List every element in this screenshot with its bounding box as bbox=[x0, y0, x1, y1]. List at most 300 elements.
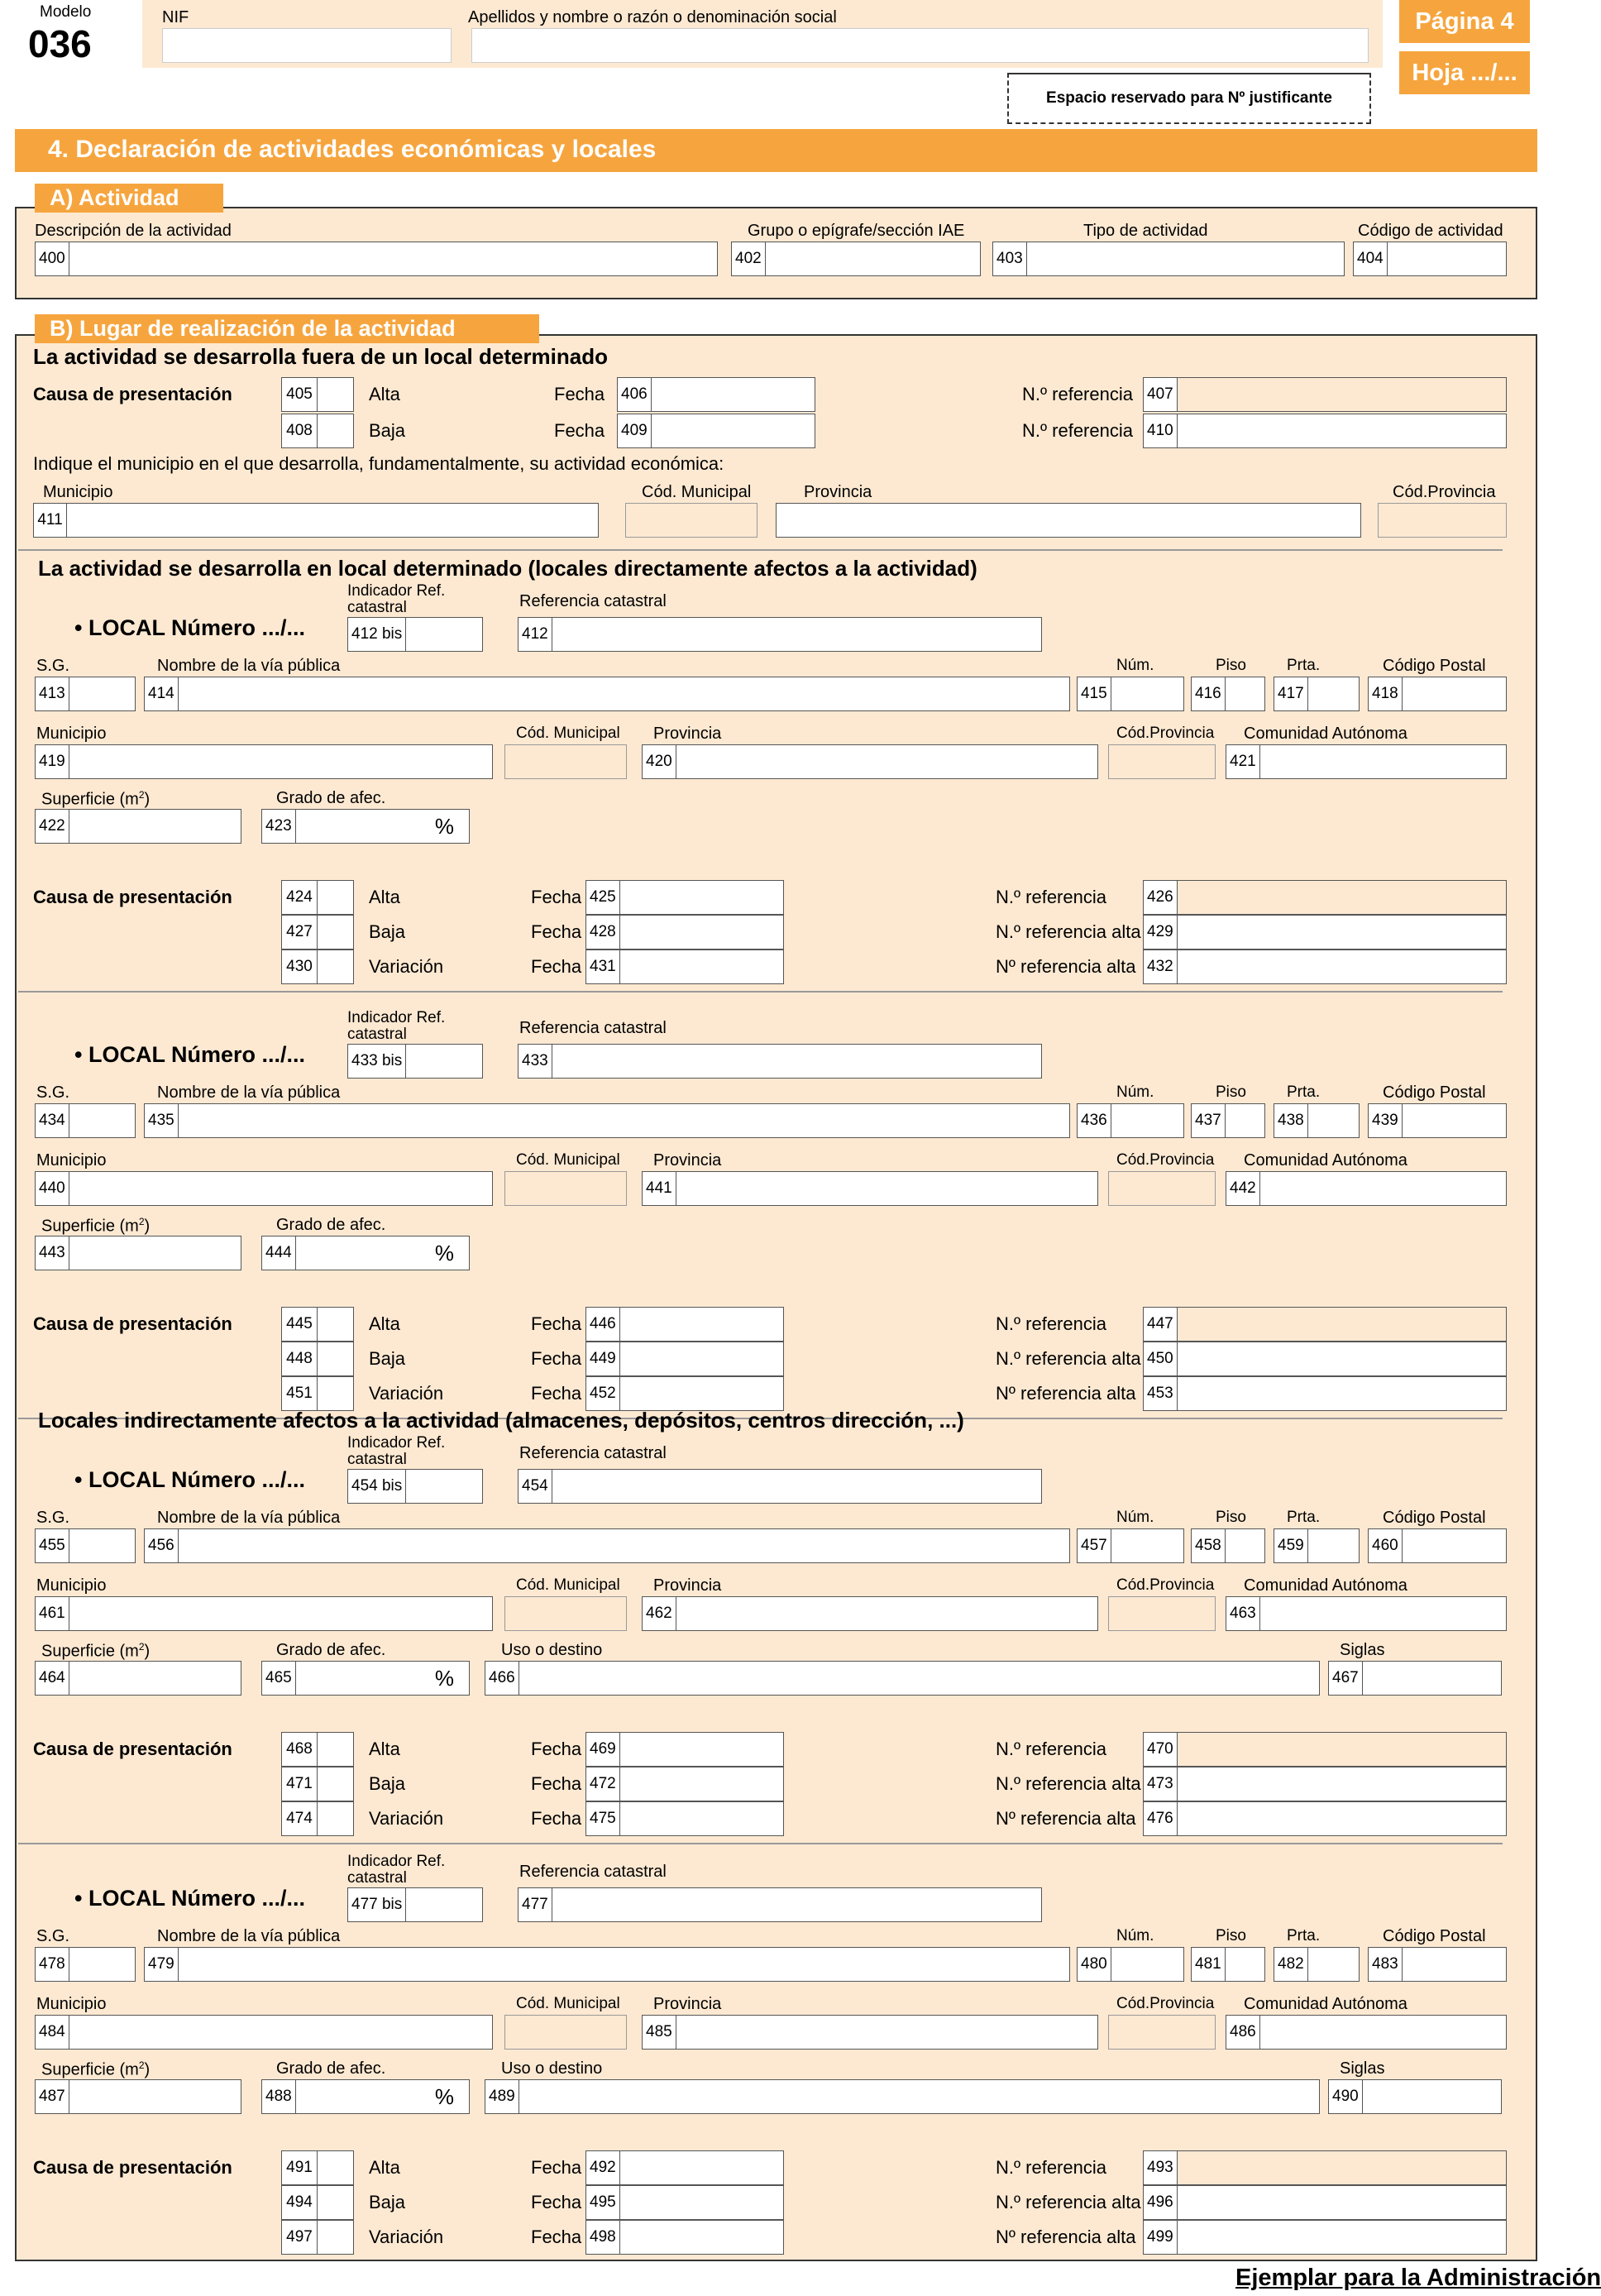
field-420[interactable] bbox=[642, 744, 1098, 779]
check-491[interactable] bbox=[281, 2150, 354, 2185]
field-number: 494 bbox=[281, 2185, 318, 2220]
field-number: 479 bbox=[145, 1948, 179, 1981]
shaded-field[interactable] bbox=[1108, 744, 1216, 779]
field-442[interactable] bbox=[1226, 1171, 1507, 1206]
field-number: 461 bbox=[36, 1597, 69, 1630]
field-479[interactable] bbox=[144, 1947, 1070, 1982]
field-value bbox=[620, 1342, 783, 1375]
field-438[interactable] bbox=[1274, 1103, 1360, 1138]
field-463[interactable] bbox=[1226, 1596, 1507, 1631]
form-label: Municipio bbox=[36, 1151, 107, 1170]
field-value bbox=[406, 1470, 482, 1503]
field-value bbox=[620, 2221, 783, 2254]
indique-text: Indique el municipio en el que desarrolla, fundamentalmente, su actividad económica: bbox=[33, 453, 724, 474]
field-value bbox=[1260, 1172, 1506, 1205]
check-468[interactable] bbox=[281, 1732, 354, 1767]
form-label: • LOCAL Número .../... bbox=[74, 1042, 305, 1067]
section-b-tab: B) Lugar de realización de la actividad bbox=[35, 314, 539, 343]
field-number: 466 bbox=[485, 1662, 519, 1695]
field-457[interactable] bbox=[1077, 1528, 1184, 1563]
field-423[interactable] bbox=[261, 809, 470, 844]
field-486[interactable] bbox=[1226, 2015, 1507, 2050]
field-number: 472 bbox=[586, 1767, 620, 1801]
fecha-label: Fecha bbox=[554, 420, 605, 441]
field-number: 434 bbox=[36, 1104, 69, 1137]
form-label: Comunidad Autónoma bbox=[1244, 1576, 1407, 1595]
field-469[interactable] bbox=[585, 1732, 784, 1767]
field-437[interactable] bbox=[1191, 1103, 1265, 1138]
form-label: N.º referencia alta bbox=[996, 1773, 1141, 1794]
field-value: % bbox=[434, 813, 454, 839]
field-407[interactable]: 407 bbox=[1143, 377, 1507, 412]
field-value bbox=[1308, 677, 1359, 710]
field-value bbox=[69, 1948, 135, 1981]
form-label: Fecha bbox=[531, 1348, 582, 1369]
check-497[interactable] bbox=[281, 2220, 354, 2255]
field-404[interactable]: 404 bbox=[1353, 242, 1507, 276]
field-value bbox=[1178, 2186, 1506, 2219]
field-495[interactable] bbox=[585, 2185, 784, 2220]
checkbox-square[interactable] bbox=[318, 1342, 354, 1376]
form-label: Código Postal bbox=[1383, 1083, 1486, 1102]
form-label: Cód.Provincia bbox=[1116, 1995, 1215, 2012]
form-label: • LOCAL Número .../... bbox=[74, 1886, 305, 1911]
field-value bbox=[1226, 1104, 1264, 1137]
hoja-badge: Hoja .../... bbox=[1399, 51, 1530, 94]
field-value bbox=[179, 1529, 1069, 1562]
field-number: 415 bbox=[1078, 677, 1111, 710]
field-number: 498 bbox=[586, 2221, 620, 2254]
field-number: 436 bbox=[1078, 1104, 1111, 1137]
form-label: N.º referencia bbox=[996, 1739, 1106, 1759]
field-number: 459 bbox=[1274, 1529, 1308, 1562]
shaded-field[interactable] bbox=[504, 1596, 627, 1631]
field-436[interactable] bbox=[1077, 1103, 1184, 1138]
field-473[interactable] bbox=[1143, 1767, 1507, 1801]
form-label: Baja bbox=[369, 1348, 406, 1369]
field-number: 457 bbox=[1078, 1529, 1111, 1562]
form-label: Piso bbox=[1216, 1927, 1246, 1944]
field-number: 450 bbox=[1144, 1342, 1178, 1375]
field-number: 449 bbox=[586, 1342, 620, 1375]
field-403[interactable]: 403 bbox=[992, 242, 1345, 276]
field-472[interactable] bbox=[585, 1767, 784, 1801]
field-value bbox=[1308, 1104, 1359, 1137]
form-label: Nombre de la vía pública bbox=[157, 1083, 341, 1102]
checkbox-square[interactable] bbox=[318, 2150, 354, 2185]
field-412[interactable] bbox=[518, 617, 1042, 652]
section-a-tab: A) Actividad bbox=[35, 184, 223, 213]
field-number: 478 bbox=[36, 1948, 69, 1981]
field-value bbox=[1111, 1529, 1183, 1562]
field-422[interactable] bbox=[35, 809, 241, 844]
form-label: Nº referencia alta bbox=[996, 1808, 1136, 1829]
codigo-label: Código de actividad bbox=[1358, 222, 1503, 240]
causa-label: Causa de presentación bbox=[33, 384, 232, 404]
field-480[interactable] bbox=[1077, 1947, 1184, 1982]
field-411[interactable]: 411 bbox=[33, 503, 599, 538]
field-number: 484 bbox=[36, 2016, 69, 2049]
shaded-field[interactable] bbox=[504, 744, 627, 779]
checkbox-square[interactable] bbox=[318, 949, 354, 984]
field-489[interactable] bbox=[485, 2079, 1320, 2114]
field-value bbox=[69, 1529, 135, 1562]
form-label: Provincia bbox=[653, 1995, 722, 2013]
field-402[interactable]: 402 bbox=[731, 242, 981, 276]
field-481[interactable] bbox=[1191, 1947, 1265, 1982]
check-408[interactable]: 408 bbox=[281, 414, 354, 448]
nref-label: N.º referencia bbox=[1022, 420, 1133, 441]
checkbox-square[interactable] bbox=[318, 2185, 354, 2220]
field-409[interactable]: 409 bbox=[617, 414, 815, 448]
field-number: 497 bbox=[281, 2220, 318, 2255]
form-label: Fecha bbox=[531, 1313, 582, 1334]
field-value bbox=[620, 1733, 783, 1766]
provincia-field[interactable] bbox=[776, 503, 1361, 538]
form-label: Grado de afec. bbox=[276, 1641, 386, 1659]
form-label: Fecha bbox=[531, 2227, 582, 2247]
field-428[interactable] bbox=[585, 915, 784, 949]
field-446[interactable] bbox=[585, 1307, 784, 1342]
field-value bbox=[1403, 1104, 1506, 1137]
field-412 bis[interactable] bbox=[347, 617, 483, 652]
field-431[interactable] bbox=[585, 949, 784, 984]
field-475[interactable] bbox=[585, 1801, 784, 1836]
field-454 bis[interactable] bbox=[347, 1469, 483, 1504]
field-440[interactable] bbox=[35, 1171, 493, 1206]
form-label: • LOCAL Número .../... bbox=[74, 1467, 305, 1492]
field-434[interactable] bbox=[35, 1103, 136, 1138]
checkbox-square[interactable] bbox=[318, 1732, 354, 1767]
field-number: 462 bbox=[643, 1597, 676, 1630]
field-value bbox=[179, 1948, 1069, 1981]
field-value bbox=[620, 950, 783, 983]
shaded-field[interactable] bbox=[504, 1171, 627, 1206]
form-label: S.G. bbox=[36, 1083, 70, 1102]
field-414[interactable] bbox=[144, 677, 1070, 711]
field-462[interactable] bbox=[642, 1596, 1098, 1631]
field-466[interactable] bbox=[485, 1661, 1320, 1696]
field-453[interactable] bbox=[1143, 1376, 1507, 1411]
modelo-number: 036 bbox=[28, 22, 92, 65]
field-number: 454 bis bbox=[348, 1470, 406, 1503]
form-label: Cód.Provincia bbox=[1116, 1576, 1215, 1594]
field-value bbox=[1178, 2151, 1506, 2184]
field-number: 455 bbox=[36, 1529, 69, 1562]
field-478[interactable] bbox=[35, 1947, 136, 1982]
field-number: 424 bbox=[281, 880, 318, 915]
form-label: N.º referencia alta bbox=[996, 1348, 1141, 1369]
field-426[interactable] bbox=[1143, 880, 1507, 915]
field-number: 465 bbox=[262, 1662, 296, 1695]
form-label: Fecha bbox=[531, 2192, 582, 2212]
field-number: 471 bbox=[281, 1767, 318, 1801]
field-number: 486 bbox=[1226, 2016, 1260, 2049]
nif-field[interactable] bbox=[162, 28, 452, 63]
field-417[interactable] bbox=[1274, 677, 1360, 711]
field-439[interactable] bbox=[1368, 1103, 1507, 1138]
form-label: Superficie $(m^2)$ bbox=[41, 2059, 151, 2079]
form-label: Cód. Municipal bbox=[516, 725, 620, 742]
field-value bbox=[676, 1597, 1097, 1630]
field-value bbox=[1260, 745, 1506, 778]
field-number: 476 bbox=[1144, 1802, 1178, 1835]
field-482[interactable] bbox=[1274, 1947, 1360, 1982]
field-number: 433 bbox=[519, 1045, 552, 1078]
checkbox-square[interactable] bbox=[318, 1801, 354, 1836]
field-value bbox=[676, 2016, 1097, 2049]
form-label: Prta. bbox=[1287, 657, 1321, 674]
field-458[interactable] bbox=[1191, 1528, 1265, 1563]
field-413[interactable] bbox=[35, 677, 136, 711]
field-467[interactable] bbox=[1328, 1661, 1502, 1696]
section4-title: 4. Declaración de actividades económicas y locales bbox=[15, 129, 1537, 172]
field-number: 452 bbox=[586, 1377, 620, 1410]
field-number: 421 bbox=[1226, 745, 1260, 778]
field-450[interactable] bbox=[1143, 1342, 1507, 1376]
form-label: Provincia bbox=[653, 1576, 722, 1595]
field-number: 475 bbox=[586, 1802, 620, 1835]
form-label: Grado de afec. bbox=[276, 1216, 386, 1234]
field-value bbox=[1363, 1662, 1501, 1695]
form-label: catastral bbox=[347, 1026, 407, 1043]
field-number: 474 bbox=[281, 1801, 318, 1836]
check-430[interactable] bbox=[281, 949, 354, 984]
field-425[interactable] bbox=[585, 880, 784, 915]
field-410[interactable]: 410 bbox=[1143, 414, 1507, 448]
field-456[interactable] bbox=[144, 1528, 1070, 1563]
form-label: • LOCAL Número .../... bbox=[74, 615, 305, 640]
modelo-label: Modelo bbox=[40, 3, 92, 21]
field-number: 493 bbox=[1144, 2151, 1178, 2184]
field-477 bis[interactable] bbox=[347, 1887, 483, 1922]
field-433[interactable] bbox=[518, 1044, 1042, 1079]
field-460[interactable] bbox=[1368, 1528, 1507, 1563]
field-value bbox=[1111, 1948, 1183, 1981]
check-448[interactable] bbox=[281, 1342, 354, 1376]
divider bbox=[18, 1843, 1503, 1844]
field-value bbox=[69, 745, 492, 778]
field-490[interactable] bbox=[1328, 2079, 1502, 2114]
field-499[interactable] bbox=[1143, 2220, 1507, 2255]
form-label: Grado de afec. bbox=[276, 789, 386, 807]
form-label: Baja bbox=[369, 2192, 406, 2212]
field-465[interactable] bbox=[261, 1661, 470, 1696]
field-value bbox=[1260, 1597, 1506, 1630]
field-419[interactable] bbox=[35, 744, 493, 779]
field-value bbox=[1111, 1104, 1183, 1137]
alta-label: Alta bbox=[369, 384, 400, 404]
check-424[interactable] bbox=[281, 880, 354, 915]
tipo-label: Tipo de actividad bbox=[1083, 222, 1208, 240]
field-406[interactable]: 406 bbox=[617, 377, 815, 412]
field-421[interactable] bbox=[1226, 744, 1507, 779]
form-label: Prta. bbox=[1287, 1083, 1321, 1101]
field-number: 481 bbox=[1192, 1948, 1226, 1981]
check-451[interactable] bbox=[281, 1376, 354, 1411]
field-477[interactable] bbox=[518, 1887, 1042, 1922]
field-459[interactable] bbox=[1274, 1528, 1360, 1563]
field-455[interactable] bbox=[35, 1528, 136, 1563]
field-number: 491 bbox=[281, 2150, 318, 2185]
form-label: Grado de afec. bbox=[276, 2059, 386, 2078]
field-441[interactable] bbox=[642, 1171, 1098, 1206]
field-value bbox=[1178, 950, 1506, 983]
field-415[interactable] bbox=[1077, 677, 1184, 711]
field-487[interactable] bbox=[35, 2079, 241, 2114]
field-value bbox=[69, 677, 135, 710]
field-number: 444 bbox=[262, 1236, 296, 1270]
field-447[interactable] bbox=[1143, 1307, 1507, 1342]
grupo-label: Grupo o epígrafe/sección IAE bbox=[748, 222, 965, 240]
field-492[interactable] bbox=[585, 2150, 784, 2185]
checkbox-square[interactable] bbox=[318, 1376, 354, 1411]
form-label: Alta bbox=[369, 887, 400, 907]
shaded-field[interactable] bbox=[1108, 1171, 1216, 1206]
field-493[interactable] bbox=[1143, 2150, 1507, 2185]
field-488[interactable] bbox=[261, 2079, 470, 2114]
field-number: 489 bbox=[485, 2080, 519, 2113]
divider bbox=[18, 549, 1503, 551]
field-number: 490 bbox=[1329, 2080, 1363, 2113]
checkbox-square[interactable] bbox=[318, 915, 354, 949]
field-464[interactable] bbox=[35, 1661, 241, 1696]
form-label: Piso bbox=[1216, 657, 1246, 674]
field-value bbox=[69, 1662, 241, 1695]
field-418[interactable] bbox=[1368, 677, 1507, 711]
form-label: Indicador Ref. bbox=[347, 1853, 446, 1870]
field-452[interactable] bbox=[585, 1376, 784, 1411]
form-label: catastral bbox=[347, 1451, 407, 1468]
field-461[interactable] bbox=[35, 1596, 493, 1631]
field-value bbox=[620, 1767, 783, 1801]
field-value bbox=[552, 618, 1041, 651]
field-number: 441 bbox=[643, 1172, 676, 1205]
field-416[interactable] bbox=[1191, 677, 1265, 711]
form-label: Referencia catastral bbox=[519, 1019, 667, 1037]
form-label: Alta bbox=[369, 1313, 400, 1334]
field-485[interactable] bbox=[642, 2015, 1098, 2050]
field-value bbox=[179, 1104, 1069, 1137]
field-number: 460 bbox=[1369, 1529, 1403, 1562]
field-484[interactable] bbox=[35, 2015, 493, 2050]
field-number: 492 bbox=[586, 2151, 620, 2184]
field-number: 480 bbox=[1078, 1948, 1111, 1981]
form-label: Siglas bbox=[1340, 1641, 1385, 1659]
field-value bbox=[552, 1470, 1041, 1503]
field-value bbox=[620, 1308, 783, 1341]
form-label: Referencia catastral bbox=[519, 1863, 667, 1881]
field-value: % bbox=[434, 1665, 454, 1691]
form-label: Baja bbox=[369, 921, 406, 942]
form-label: Nº referencia alta bbox=[996, 1383, 1136, 1404]
field-number: 417 bbox=[1274, 677, 1308, 710]
field-496[interactable] bbox=[1143, 2185, 1507, 2220]
field-498[interactable] bbox=[585, 2220, 784, 2255]
cod-provincia-field[interactable] bbox=[1378, 503, 1507, 538]
field-number: 499 bbox=[1144, 2221, 1178, 2254]
fuera-local-heading: La actividad se desarrolla fuera de un local determinado bbox=[33, 344, 609, 369]
form-label: Variación bbox=[369, 956, 444, 977]
form-label: Municipio bbox=[36, 1576, 107, 1595]
checkbox-square[interactable] bbox=[318, 1767, 354, 1801]
municipio-label: Municipio bbox=[43, 483, 113, 501]
field-value bbox=[1178, 1767, 1506, 1801]
field-value: % bbox=[434, 1240, 454, 1265]
field-number: 443 bbox=[36, 1236, 69, 1270]
form-label: Locales indirectamente afectos a la actividad (almacenes, depósitos, centros dirección, ...) bbox=[38, 1408, 964, 1433]
form-label: S.G. bbox=[36, 1509, 70, 1527]
shaded-field[interactable] bbox=[1108, 1596, 1216, 1631]
check-494[interactable] bbox=[281, 2185, 354, 2220]
form-label: Núm. bbox=[1116, 1927, 1154, 1944]
field-number: 413 bbox=[36, 677, 69, 710]
field-number: 456 bbox=[145, 1529, 179, 1562]
field-value bbox=[1403, 1948, 1506, 1981]
form-label: Nombre de la vía pública bbox=[157, 657, 341, 675]
field-433 bis[interactable] bbox=[347, 1044, 483, 1079]
form-label: catastral bbox=[347, 1869, 407, 1887]
field-value bbox=[406, 1045, 482, 1078]
field-454[interactable] bbox=[518, 1469, 1042, 1504]
check-471[interactable] bbox=[281, 1767, 354, 1801]
form-label: Fecha bbox=[531, 1808, 582, 1829]
field-number: 446 bbox=[586, 1308, 620, 1341]
field-number: 416 bbox=[1192, 677, 1226, 710]
cod-municipal-label: Cód. Municipal bbox=[642, 483, 752, 501]
form-label: S.G. bbox=[36, 657, 70, 675]
field-number: 430 bbox=[281, 949, 318, 984]
field-444[interactable] bbox=[261, 1236, 470, 1270]
field-number: 453 bbox=[1144, 1377, 1178, 1410]
field-value bbox=[1178, 1377, 1506, 1410]
field-number: 473 bbox=[1144, 1767, 1178, 1801]
field-443[interactable] bbox=[35, 1236, 241, 1270]
form-label: Superficie $(m^2)$ bbox=[41, 1216, 151, 1236]
form-label: N.º referencia bbox=[996, 1313, 1106, 1334]
check-445[interactable] bbox=[281, 1307, 354, 1342]
field-number: 440 bbox=[36, 1172, 69, 1205]
shaded-field[interactable] bbox=[504, 2015, 627, 2050]
field-value bbox=[1178, 1342, 1506, 1375]
checkbox-square[interactable] bbox=[318, 1307, 354, 1342]
shaded-field[interactable] bbox=[1108, 2015, 1216, 2050]
check-427[interactable] bbox=[281, 915, 354, 949]
field-value bbox=[1178, 1308, 1506, 1341]
cod-municipal-field[interactable] bbox=[625, 503, 757, 538]
field-470[interactable] bbox=[1143, 1732, 1507, 1767]
form-label: Uso o destino bbox=[501, 1641, 603, 1659]
form-label: Prta. bbox=[1287, 1509, 1321, 1526]
check-474[interactable] bbox=[281, 1801, 354, 1836]
field-number: 425 bbox=[586, 881, 620, 914]
field-483[interactable] bbox=[1368, 1947, 1507, 1982]
checkbox-square[interactable] bbox=[318, 880, 354, 915]
check-405[interactable]: 405 bbox=[281, 377, 354, 412]
checkbox-square[interactable] bbox=[318, 2220, 354, 2255]
field-449[interactable] bbox=[585, 1342, 784, 1376]
field-400[interactable]: 400 bbox=[35, 242, 718, 276]
form-label: Alta bbox=[369, 2157, 400, 2178]
field-435[interactable] bbox=[144, 1103, 1070, 1138]
form-label: Piso bbox=[1216, 1509, 1246, 1526]
field-476[interactable] bbox=[1143, 1801, 1507, 1836]
apellidos-field[interactable] bbox=[471, 28, 1369, 63]
field-432[interactable] bbox=[1143, 949, 1507, 984]
field-number: 431 bbox=[586, 950, 620, 983]
field-429[interactable] bbox=[1143, 915, 1507, 949]
field-number: 464 bbox=[36, 1662, 69, 1695]
